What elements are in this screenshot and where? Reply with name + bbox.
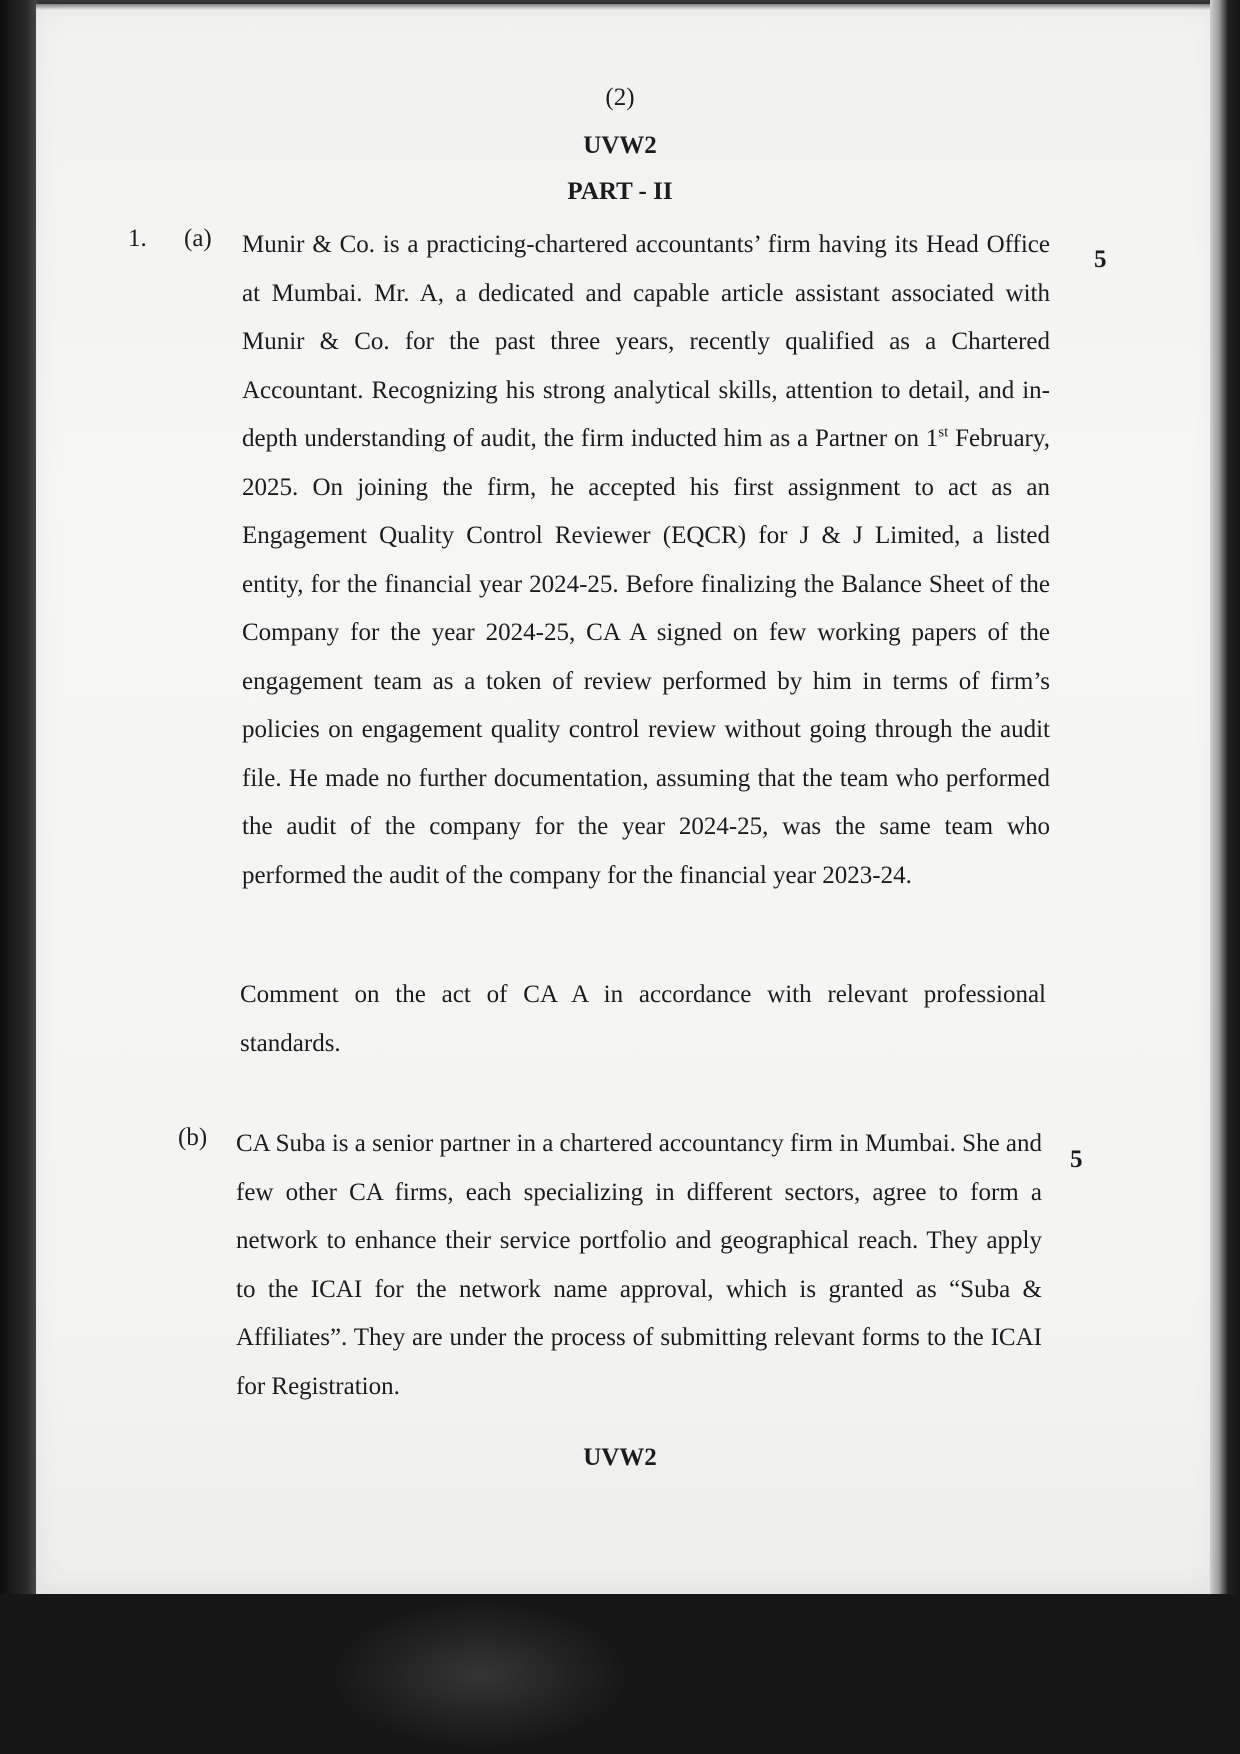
part-b-marks: 5 — [1070, 1146, 1083, 1173]
scan-left-edge — [0, 0, 38, 1754]
paper-code-footer: UVW2 — [583, 1444, 657, 1471]
scan-right-edge — [1210, 0, 1240, 1754]
part-b-question-text: CA Suba is a senior partner in a chartered accountancy firm in Mumbai. She and few other CA firms, each specializing in different sectors, agree to form a network to enhance their service portfolio and geographical reach. They apply to the ICAI for the network name approval, which is granted as “Suba & Affiliates”. They are under the process of submitting relevant forms to the ICAI for Registration. — [236, 1130, 1043, 1400]
page-number: (2) — [605, 84, 635, 111]
ordinal-superscript: st — [938, 424, 949, 441]
part-a-question-text — [242, 221, 1050, 900]
scan-bottom-smudge — [330, 1600, 630, 1750]
paper-code-header: UVW2 — [583, 132, 657, 159]
part-a-marks: 5 — [1094, 246, 1107, 273]
part-title: PART - II — [567, 178, 673, 205]
part-b-label: (b) — [178, 1124, 208, 1151]
part-a-text-start: Munir & Co. is a practicing-chartered accountants’ firm having its Head Office at Mumbai. Mr. A, a dedicated and capable article assistant associated with Munir & Co. for the past three years, recently qualified as a Chartered Accountant. Recognizing his strong analytical skills, attention to detail, and in-depth understanding of audit, the firm inducted him as a Partner on 1 — [242, 231, 1050, 452]
part-a-text-end: February, 2025. On joining the firm, he accepted his first assignment to act as an Engagement Quality Control Reviewer (EQCR) for J & J Limited, a listed entity, for the financial year 2024-25. Before finalizing the Balance Sheet of the Company for the year 2024-25, CA A signed on few working papers of the engagement team as a token of review performed by him in terms of firm’s policies on engagement quality control review without going through the audit file. He made no further documentation, assuming that the team who performed the audit of the company for the year 2024-25, was the same team who performed the audit of the company for the financial year 2023-24. — [242, 425, 1051, 889]
part-a-label: (a) — [184, 225, 212, 252]
question-number: 1. — [128, 225, 147, 252]
scan-top-shadow — [36, 0, 1216, 10]
part-a-comment-instruction: Comment on the act of CA A in accordance with relevant professional standards. — [240, 981, 1046, 1057]
